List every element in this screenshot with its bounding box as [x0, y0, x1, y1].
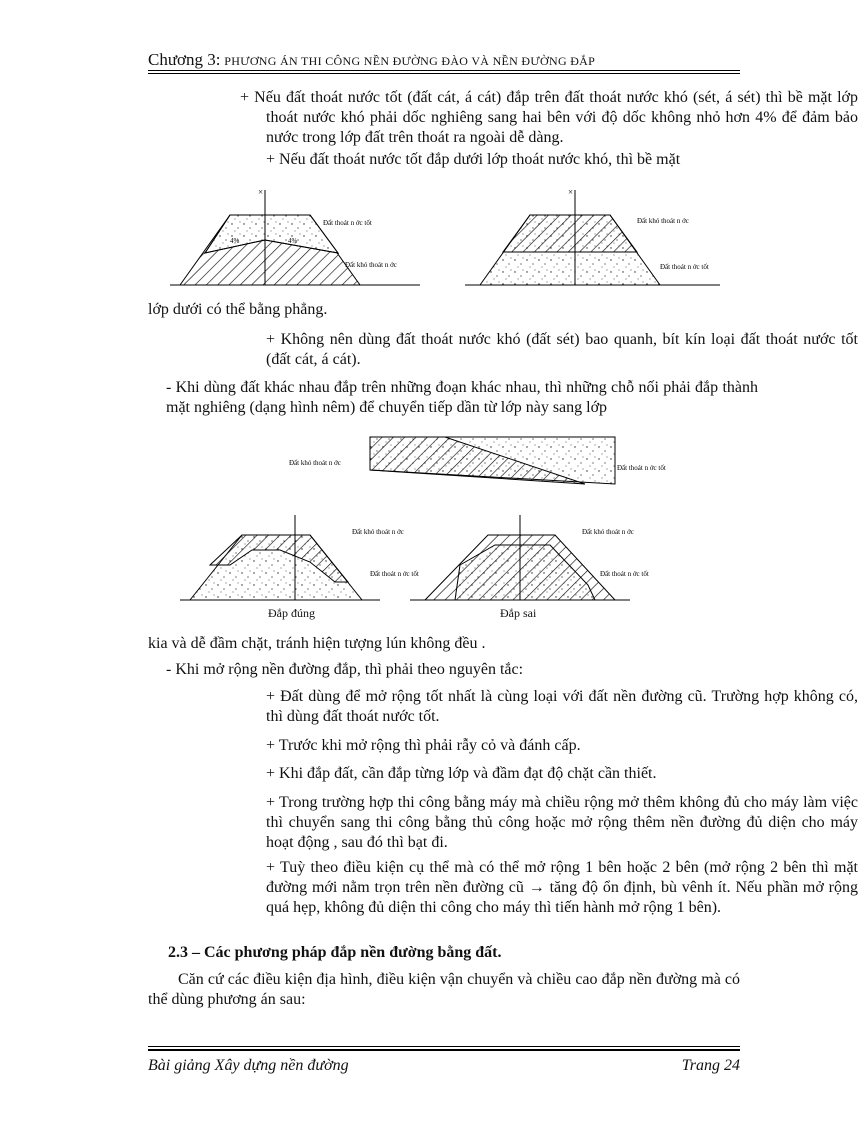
paragraph-3: lớp dưới có thể bằng phẳng.	[148, 301, 328, 318]
footer-rule	[148, 1049, 740, 1051]
paragraph-5: - Khi dùng đất khác nhau đắp trên những đoạn khác nhau, thì những chỗ nối phải đắp thành mặt nghiêng (dạng hình nêm) để chuyển tiếp dần từ lớp này sang lớp	[166, 379, 758, 416]
slope-left: 4%	[230, 237, 240, 245]
chapter-title: PHƯƠNG ÁN THI CÔNG NỀN ĐƯỜNG ĐÀO VÀ NỀN ĐƯỜNG ĐẮP	[224, 54, 596, 68]
paragraph-8: + Đất dùng để mở rộng tốt nhất là cùng loại với đất nền đường cũ. Trường hợp không có, thì dùng đất thoát nước tốt.	[266, 688, 858, 725]
label-bad-soil: Đất khó thoát n ớc	[345, 261, 397, 269]
svg-text:×: ×	[568, 187, 574, 197]
section-heading: 2.3 – Các phương pháp đắp nền đường bằng đất.	[168, 944, 502, 961]
paragraph-10: + Khi đắp đất, cần đắp từng lớp và đầm đạt độ chặt cần thiết.	[266, 765, 657, 782]
paragraph-9: + Trước khi mở rộng thì phải rẫy cỏ và đánh cấp.	[266, 737, 581, 754]
label-good-soil: Đất thoát n ớc tốt	[323, 219, 372, 227]
slope-right: 4%	[288, 237, 298, 245]
label-correct-bad: Đất khó thoát n ớc	[352, 528, 404, 536]
paragraph-1: + Nếu đất thoát nước tốt (đất cát, á cát) đắp trên đất thoát nước khó (sét, á sét) thì bề mặt lớp thoát nước khó phải dốc nghiêng sang hai bên với độ dốc không nhỏ hơn 4% để đảm bảo nước trong lớp đất trên thoát ra ngoài dễ dàng.	[240, 89, 858, 146]
header-rule	[148, 70, 740, 71]
svg-text:×: ×	[258, 187, 264, 197]
figure-wedge-transition	[285, 432, 685, 490]
paragraph-6: kia và dễ đầm chặt, tránh hiện tượng lún không đều .	[148, 635, 486, 652]
caption-wrong: Đắp sai	[500, 606, 537, 620]
paragraph-13: Căn cứ các điều kiện địa hình, điều kiện vận chuyển và chiều cao đắp nền đường mà có thể dùng phương án sau:	[148, 971, 740, 1008]
figure-embankment-1	[170, 185, 430, 295]
label-correct-good: Đất thoát n ớc tốt	[370, 570, 419, 578]
paragraph-12: + Tuỳ theo điều kiện cụ thể mà có thể mở rộng 1 bên hoặc 2 bên (mở rộng 2 bên thì mặt đường mới nằm trọn trên nền đường cũ → tăng độ ổn định, bù vênh ít. Nếu phần mở rộng quá hẹp, không đủ diện thi công cho máy thì tiến hành mở rộng 1 bên).	[266, 859, 858, 916]
footer-rule-thin	[148, 1046, 740, 1047]
label-wrong-bad: Đất khó thoát n ớc	[582, 528, 634, 536]
label-bad-soil-2: Đất khó thoát n ớc	[637, 217, 689, 225]
label-wedge-good: Đất thoát n ớc tốt	[617, 464, 666, 472]
page-header	[148, 50, 740, 70]
chapter-label: Chương 3:	[148, 50, 221, 69]
label-wedge-bad: Đất khó thoát n ớc	[289, 459, 341, 467]
footer-course: Bài giảng Xây dựng nền đường	[148, 1057, 349, 1074]
figure-correct-widening	[180, 510, 419, 620]
figure-embankment-2	[465, 185, 735, 295]
page-footer	[148, 1057, 740, 1075]
paragraph-4: + Không nên dùng đất thoát nước khó (đất sét) bao quanh, bít kín loại đất thoát nước tốt (đất cát, á cát).	[266, 331, 858, 368]
paragraph-11: + Trong trường hợp thi công bằng máy mà chiều rộng mở thêm không đủ cho máy làm việc thì chuyển sang thi công bằng thủ công hoặc mở rộng thêm nền đường đủ diện cho máy hoạt động , sau đó thì bạt đi.	[266, 794, 858, 851]
paragraph-7: - Khi mở rộng nền đường đắp, thì phải theo nguyên tắc:	[166, 661, 524, 678]
label-good-soil-2: Đất thoát n ớc tốt	[660, 263, 709, 271]
caption-correct: Đắp đúng	[268, 606, 315, 620]
footer-page: Trang 24	[681, 1057, 740, 1074]
label-wrong-good: Đất thoát n ớc tốt	[600, 570, 649, 578]
figure-wrong-widening	[410, 510, 649, 620]
header-rule-thin	[148, 73, 740, 74]
bad-soil-upper	[503, 215, 637, 252]
paragraph-2: + Nếu đất thoát nước tốt đắp dưới lớp thoát nước khó, thì bề mặt	[266, 151, 681, 168]
